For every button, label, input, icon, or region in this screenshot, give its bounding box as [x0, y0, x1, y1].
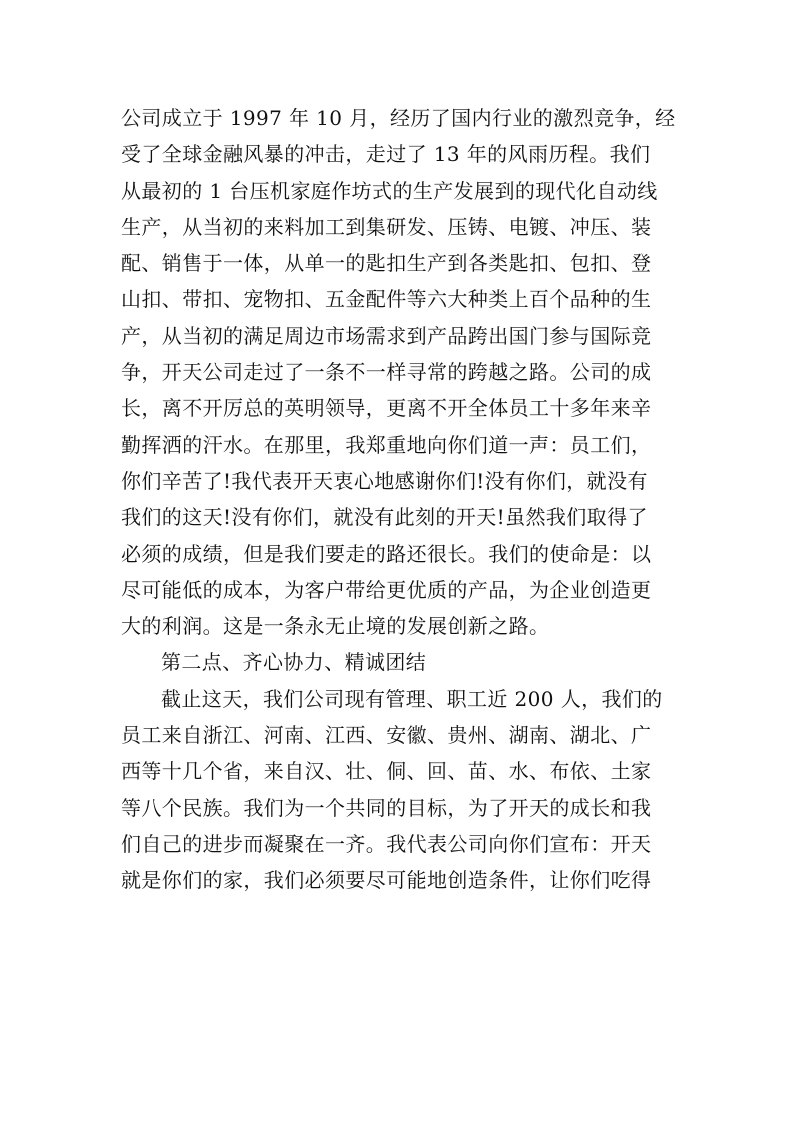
- text-line: 山扣、带扣、宠物扣、五金配件等六大种类上百个品种的生: [121, 287, 652, 312]
- text-line: 尽可能低的成本，为客户带给更优质的产品，为企业创造更: [121, 577, 652, 602]
- text-line: 公司成立于 1997 年 10 月，经历了国内行业的激烈竞争，经: [121, 106, 676, 130]
- text-line: 西等十几个省，来自汉、壮、侗、回、苗、水、布依、土家: [121, 759, 652, 784]
- text-line: 生产，从当初的来料加工到集研发、压铸、电镀、冲压、装: [121, 214, 652, 239]
- text-line: 争，开天公司走过了一条不一样寻常的跨越之路。公司的成: [121, 360, 652, 385]
- text-line: 我们的这天!没有你们，就没有此刻的开天!虽然我们取得了: [121, 505, 648, 530]
- text-line: 长，离不开厉总的英明领导，更离不开全体员工十多年来辛: [121, 396, 652, 421]
- text-line: 你们辛苦了!我代表开天衷心地感谢你们!没有你们，就没有: [121, 468, 648, 493]
- text-line: 产，从当初的满足周边市场需求到产品跨出国门参与国际竞: [121, 323, 652, 348]
- paragraph-company-history: [121, 100, 681, 644]
- text-line: 配、销售于一体，从单一的匙扣生产到各类匙扣、包扣、登: [121, 251, 652, 276]
- text-line: 员工来自浙江、河南、江西、安徽、贵州、湖南、湖北、广: [121, 723, 652, 748]
- text-line: 们自己的进步而凝聚在一齐。我代表公司向你们宣布：开天: [121, 831, 652, 856]
- text-line: 受了全球金融风暴的冲击，走过了 13 年的风雨历程。我们: [121, 142, 651, 167]
- section-heading: 第二点、齐心协力、精诚团结: [161, 650, 427, 675]
- document-body: [121, 100, 681, 899]
- text-line: 就是你们的家，我们必须要尽可能地创造条件，让你们吃得: [121, 868, 652, 893]
- text-line: 从最初的 1 台压机家庭作坊式的生产发展到的现代化自动线: [121, 178, 658, 203]
- text-line: 必须的成绩，但是我们要走的路还很长。我们的使命是：以: [121, 541, 652, 566]
- text-line: 等八个民族。我们为一个共同的目标，为了开天的成长和我: [121, 795, 652, 820]
- text-line: 勤挥洒的汗水。在那里，我郑重地向你们道一声：员工们，: [121, 432, 652, 457]
- paragraph-team-unity: [121, 681, 681, 899]
- text-line: 大的利润。这是一条永无止境的发展创新之路。: [121, 614, 550, 639]
- text-line: 截止这天，我们公司现有管理、职工近 200 人，我们的: [161, 686, 663, 711]
